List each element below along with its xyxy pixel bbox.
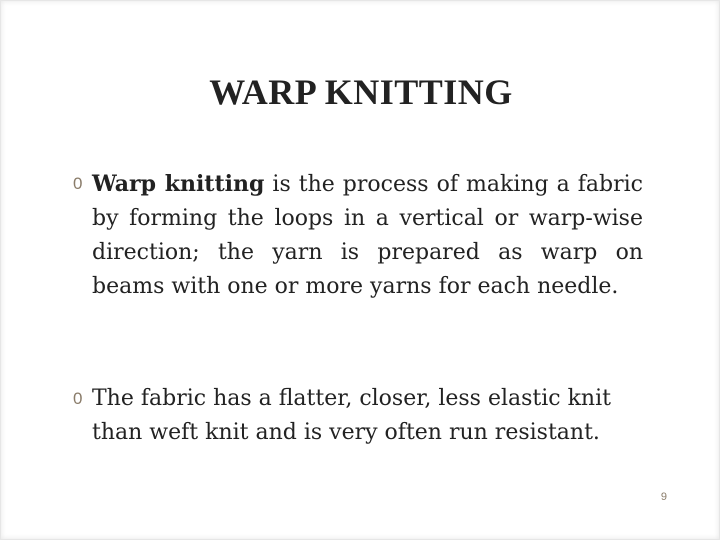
page-number: 9 <box>660 491 667 503</box>
bullet-item-1 <box>73 167 643 304</box>
bullet-item-2 <box>73 382 643 450</box>
bullet-marker-icon: 0 <box>73 174 83 193</box>
bullet-text: The fabric has a flatter, closer, less elastic knit than weft knit and is very often run resistant. <box>92 386 611 445</box>
bullet-list-1 <box>73 167 643 304</box>
bullet-marker-icon: 0 <box>73 389 83 408</box>
slide-title: WARP KNITTING <box>209 72 513 112</box>
bullet-text: is the process of making a fabric by forming the loops in a vertical or warp-wise direction; the yarn is prepared as warp on beams with one or more yarns for each needle. <box>92 172 643 299</box>
bullet-list-2 <box>73 382 643 450</box>
bullet-term: Warp knitting <box>92 171 265 197</box>
